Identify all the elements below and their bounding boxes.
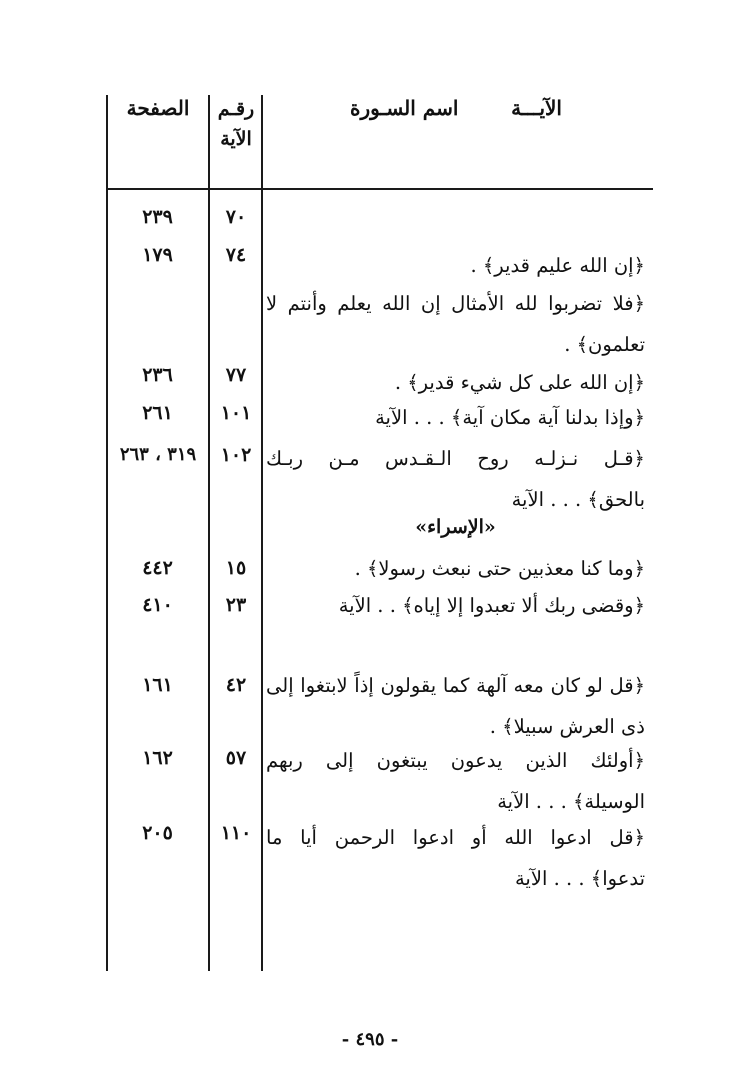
ayah-text-line: تعلمون﴾ . <box>564 333 645 356</box>
page-ref: ٢٣٦ <box>142 364 173 386</box>
ayah-text <box>266 283 645 365</box>
ayah-text-line: ﴿قل ادعوا الله أو ادعوا الرحمن أيا ما <box>266 826 645 849</box>
page-ref: ٢٠٥ <box>142 822 173 844</box>
page-ref: ١٦٢ <box>142 747 173 769</box>
ayah-text-line: ﴿قـل نـزلـه روح الـقـدس مـن ربـك <box>266 447 645 470</box>
ayah-number: ٧٧ <box>225 364 247 386</box>
ayah-text-line: ﴿وإذا بدلنا آية مكان آية﴾ . . . الآية <box>375 406 645 429</box>
page-ref: ٢٦١ <box>142 402 173 424</box>
page-ref: ١٦١ <box>142 674 173 696</box>
ayah-text <box>266 585 645 626</box>
page-ref: ٢٣٩ <box>142 206 173 228</box>
page-number: - ٤٩٥ - <box>341 1029 399 1050</box>
header-ayah-number-line1: رقـم <box>217 98 255 120</box>
sura-section-title: «الإسراء» <box>415 516 496 538</box>
ayah-number: ١٥ <box>225 557 247 579</box>
ayah-number: ٧٠ <box>225 206 247 228</box>
ayah-text <box>266 438 645 520</box>
ayah-number: ١٠٢ <box>220 444 252 466</box>
ayah-number: ١٠١ <box>220 402 252 424</box>
page-ref: ٤٤٢ <box>142 557 173 579</box>
ayah-text-line: تدعوا﴾ . . . الآية <box>514 867 645 890</box>
header-page: الصفحة <box>126 96 190 120</box>
ayah-text-line: ﴿أولئك الذين يدعون يبتغون إلى ربهم <box>266 749 645 772</box>
ayah-number: ٤٢ <box>225 674 247 696</box>
ayah-text <box>266 665 645 747</box>
ayah-text-line: ذى العرش سبيلا﴾ . <box>489 715 645 738</box>
page-ref: ١٧٩ <box>142 244 173 266</box>
header-ayah-number-line2: الآية <box>220 128 252 150</box>
ayah-text-line: ﴿إن الله عليم قدير﴾ . <box>470 254 645 277</box>
header-ayah: الآيـــة <box>511 96 562 120</box>
header-sura-name: اسم السـورة <box>350 96 459 120</box>
ayah-text <box>266 245 645 286</box>
ayah-text-line: ﴿فلا تضربوا لله الأمثال إن الله يعلم وأنتم لا <box>266 292 645 315</box>
header-ayah-number <box>212 94 260 154</box>
ayah-text-line: ﴿وقضى ربك ألا تعبدوا إلا إياه﴾ . . الآية <box>338 594 645 617</box>
header-divider <box>107 188 653 190</box>
ayah-text-line: ﴿قل لو كان معه آلهة كما يقولون إذاً لابتغوا إلى <box>266 674 645 697</box>
ayah-text <box>266 740 645 822</box>
ayah-text-line: ﴿إن الله على كل شيء قدير﴾ . <box>394 371 645 394</box>
ayah-text-line: بالحق﴾ . . . الآية <box>511 488 645 511</box>
page-ref: ٤١٠ <box>142 594 173 616</box>
ayah-number: ٧٤ <box>225 244 247 266</box>
ayah-number: ٥٧ <box>225 747 247 769</box>
ayah-text <box>266 548 645 589</box>
ayah-text <box>266 817 645 899</box>
ayah-number: ٢٣ <box>225 594 247 616</box>
ayah-text <box>266 397 645 438</box>
right-column-divider <box>261 95 263 971</box>
ayah-number: ١١٠ <box>220 822 252 844</box>
page-ref: ٣١٩ ، ٢٦٣ <box>119 444 197 465</box>
ayah-text-line: الوسيلة﴾ . . . الآية <box>497 790 645 813</box>
ayah-text-line: ﴿وما كنا معذبين حتى نبعث رسولا﴾ . <box>354 557 645 580</box>
